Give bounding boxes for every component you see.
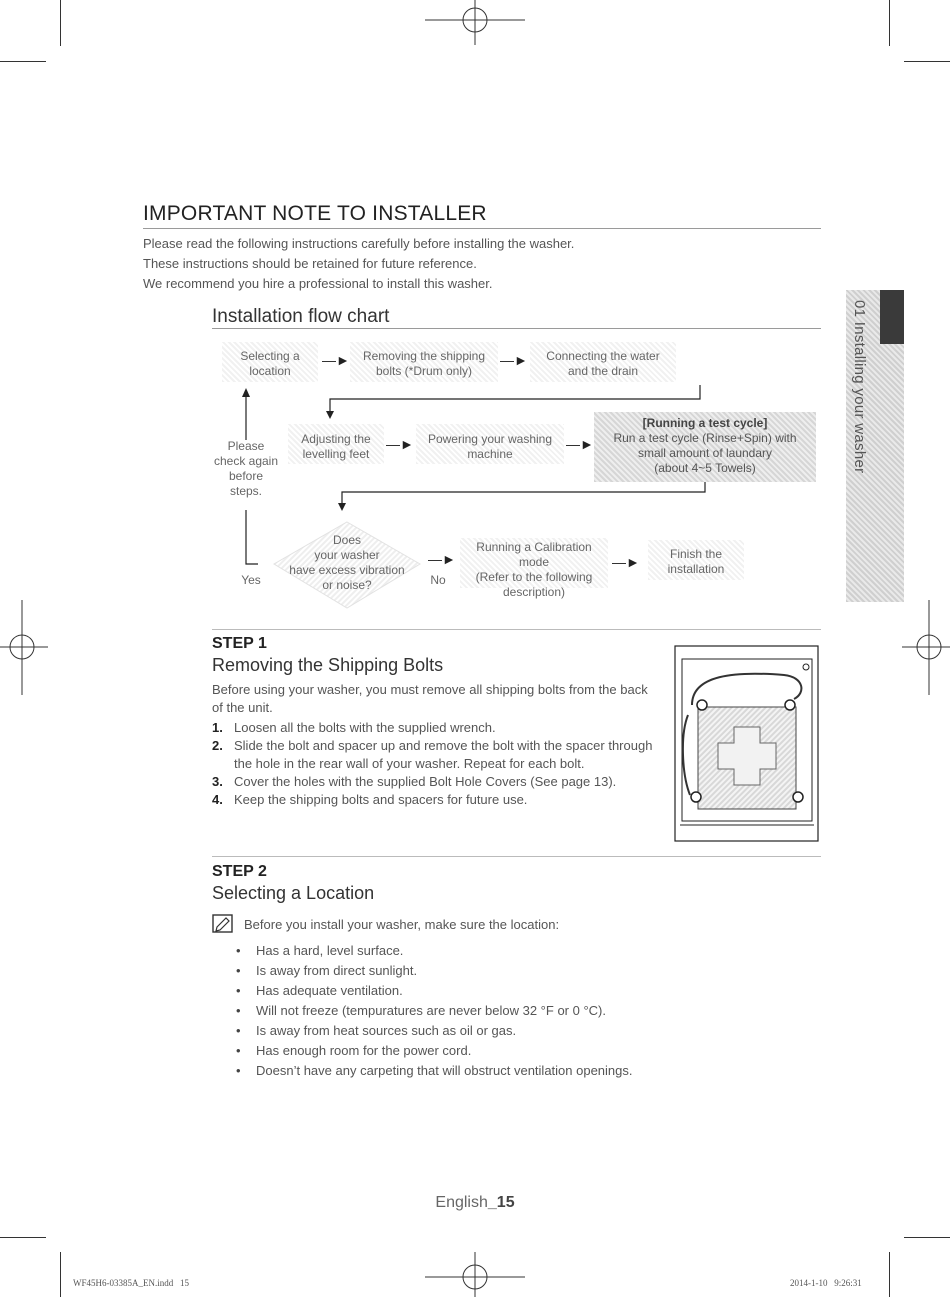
intro-text <box>143 234 823 294</box>
intro-line: These instructions should be retained for future reference. <box>143 256 477 271</box>
list-item-number: 1. <box>212 720 223 735</box>
list-item <box>212 719 662 737</box>
list-item: • Has adequate ventilation. <box>232 981 812 1001</box>
crop-mark <box>889 1252 890 1297</box>
list-item-number: 3. <box>212 774 223 789</box>
registration-mark-right <box>902 600 950 700</box>
page-title: IMPORTANT NOTE TO INSTALLER <box>143 202 487 225</box>
print-date-info: 2014-1-10 9:26:31 <box>790 1278 862 1288</box>
flow-node-adjusting-feet: Adjusting the levelling feet <box>288 424 384 464</box>
flow-label-yes: Yes <box>241 573 261 587</box>
section-divider <box>212 856 821 857</box>
step2-section <box>212 863 812 1081</box>
footer-language: English <box>435 1194 488 1211</box>
title-divider <box>143 228 821 229</box>
flow-node-finish: Finish the installation <box>648 540 744 580</box>
flowchart-title: Installation flow chart <box>212 306 390 327</box>
flow-node-selecting-location: Selecting a location <box>222 342 318 382</box>
list-item <box>212 737 662 773</box>
list-item: • Will not freeze (tempuratures are never below 32 °F or 0 °C). <box>232 1001 812 1021</box>
list-item-text: Cover the holes with the supplied Bolt Hole Covers (See page 13). <box>234 774 617 789</box>
list-item: • Is away from heat sources such as oil or gas. <box>232 1021 812 1041</box>
list-item: • Doesn’t have any carpeting that will obstruct ventilation openings. <box>232 1061 812 1081</box>
crop-mark <box>60 0 61 46</box>
test-cycle-body: Run a test cycle (Rinse+Spin) with small amount of laundary (about 4~5 Towels) <box>613 431 797 475</box>
list-item-number: 2. <box>212 738 223 753</box>
step1-label: STEP 1 <box>212 635 267 652</box>
step2-note <box>212 914 812 936</box>
flowchart-divider <box>212 328 821 329</box>
flow-node-connecting-water: Connecting the water and the drain <box>530 342 676 382</box>
list-item-text: Slide the bolt and spacer up and remove the bolt with the spacer through the hole in the rear wall of your washer. Repeat for each bolt. <box>234 738 653 771</box>
step2-note-text: Before you install your washer, make sure the location: <box>244 917 560 932</box>
note-icon <box>212 914 234 934</box>
flow-arrow-right: —► <box>500 352 528 368</box>
registration-mark-bottom <box>425 1250 525 1297</box>
side-tab-marker <box>880 290 904 344</box>
intro-line: Please read the following instructions carefully before installing the washer. <box>143 236 575 251</box>
flow-node-powering: Powering your washing machine <box>416 424 564 464</box>
step2-bullet-list <box>232 941 812 1081</box>
step1-subtitle: Removing the Shipping Bolts <box>212 655 444 675</box>
washer-back-illustration <box>674 645 820 843</box>
page-footer <box>400 1194 550 1212</box>
flow-arrow-right: —► <box>428 551 456 567</box>
flow-arrow-right: —► <box>322 352 350 368</box>
flow-arrow-right: —► <box>566 436 594 452</box>
list-item: • Is away from direct sunlight. <box>232 961 812 981</box>
page-number: _15 <box>487 1194 515 1211</box>
crop-mark <box>0 1237 46 1238</box>
step1-list <box>212 719 662 809</box>
registration-mark-left <box>0 600 48 700</box>
step1-section <box>212 635 662 809</box>
list-item <box>212 773 662 791</box>
crop-mark <box>904 61 950 62</box>
intro-line: We recommend you hire a professional to install this washer. <box>143 276 493 291</box>
chapter-side-tab <box>846 290 904 602</box>
flow-node-test-cycle <box>594 412 816 482</box>
section-divider <box>212 629 821 630</box>
registration-mark-top <box>425 0 525 50</box>
step1-intro: Before using your washer, you must remove all shipping bolts from the back of the unit. <box>212 682 648 715</box>
list-item: • Has a hard, level surface. <box>232 941 812 961</box>
side-tab-label: 01 Installing your washer <box>851 300 868 474</box>
crop-mark <box>60 1252 61 1297</box>
step2-subtitle: Selecting a Location <box>212 883 375 903</box>
flow-node-calibration: Running a Calibration mode (Refer to the following description) <box>460 538 608 588</box>
step2-label: STEP 2 <box>212 863 267 880</box>
flow-arrow-right: —► <box>612 554 640 570</box>
test-cycle-title: [Running a test cycle] <box>642 416 768 430</box>
list-item-number: 4. <box>212 792 223 807</box>
crop-mark <box>0 61 46 62</box>
list-item-text: Keep the shipping bolts and spacers for future use. <box>234 792 528 807</box>
flow-label-no: No <box>430 573 446 587</box>
flowchart-loop-connector <box>236 510 266 570</box>
flow-node-does-vibration: Does your washer have excess vibration or noise? <box>289 533 405 592</box>
flow-node-removing-bolts: Removing the shipping bolts (*Drum only) <box>350 342 498 382</box>
list-item <box>212 791 662 809</box>
list-item: • Has enough room for the power cord. <box>232 1041 812 1061</box>
flow-arrow-right: —► <box>386 436 414 452</box>
flow-text-please-check: Please check again before steps. <box>213 439 279 498</box>
print-file-info: WF45H6-03385A_EN.indd 15 <box>73 1278 189 1288</box>
crop-mark <box>889 0 890 46</box>
crop-mark <box>904 1237 950 1238</box>
list-item-text: Loosen all the bolts with the supplied wrench. <box>234 720 496 735</box>
